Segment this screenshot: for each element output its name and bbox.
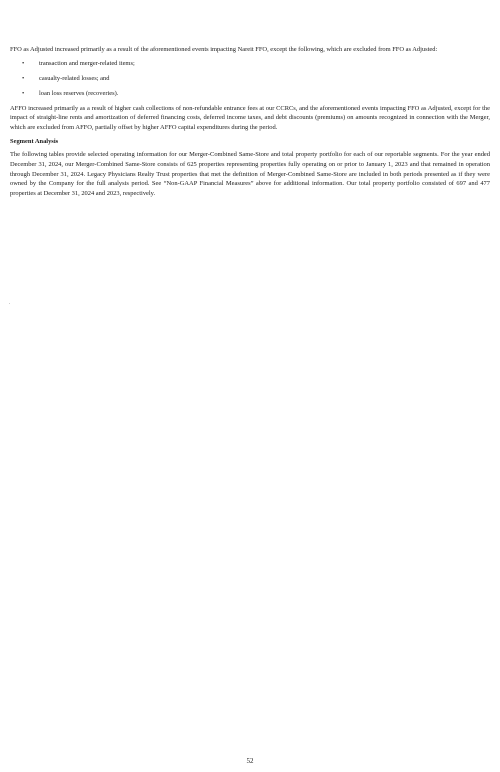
section-heading: Segment Analysis <box>10 137 59 145</box>
paragraph-segment-analysis: The following tables provide selected operating information for our Merger-Combined Same-Store and total property portfolio for each of our reportable segments. For the year ended December 31, 2024, our Merger-Combined Same-Store consists of 625 properties representing properties fully operating on or prior to January 1, 2023 and that remained in operation through December 31, 2024. Legacy Physicians Realty Trust properties that met the definition of Merger-Combined Same-Store are included in both periods presented as if they were owned by the Company for the full analysis period. See “Non-GAAP Financial Measures” above for additional information. Our total property portfolio consisted of 697 and 477 properties at December 31, 2024 and 2023, respectively. <box>10 151 490 197</box>
list-item <box>10 74 490 84</box>
list-item-text: casualty-related losses; and <box>39 74 110 82</box>
list-item-text: transaction and merger-related items; <box>39 59 135 67</box>
list-item <box>10 59 490 69</box>
excluded-items-list <box>10 59 490 99</box>
page-number: 52 <box>246 757 254 765</box>
document-body <box>10 45 490 203</box>
paragraph-ffo-as-adjusted: FFO as Adjusted increased primarily as a result of the aforementioned events impacting Nareit FFO, except the following, which are excluded from FFO as Adjusted: <box>10 46 438 53</box>
scan-mark <box>9 303 10 304</box>
bullet-icon: • <box>22 74 25 82</box>
bullet-icon: • <box>22 59 25 67</box>
bullet-icon: • <box>22 89 25 97</box>
paragraph-affo: AFFO increased primarily as a result of higher cash collections of non-refundable entrance fees at our CCRCs, and the aforementioned events impacting FFO as Adjusted, except for the impact of straight-line rents and amortization of deferred financing costs, deferred income taxes, and debt discounts (premiums) on amounts recognized in connection with the Merger, which are excluded from AFFO, partially offset by higher AFFO capital expenditures during the period. <box>10 104 490 131</box>
list-item-text: loan loss reserves (recoveries). <box>39 89 119 97</box>
list-item <box>10 89 490 99</box>
